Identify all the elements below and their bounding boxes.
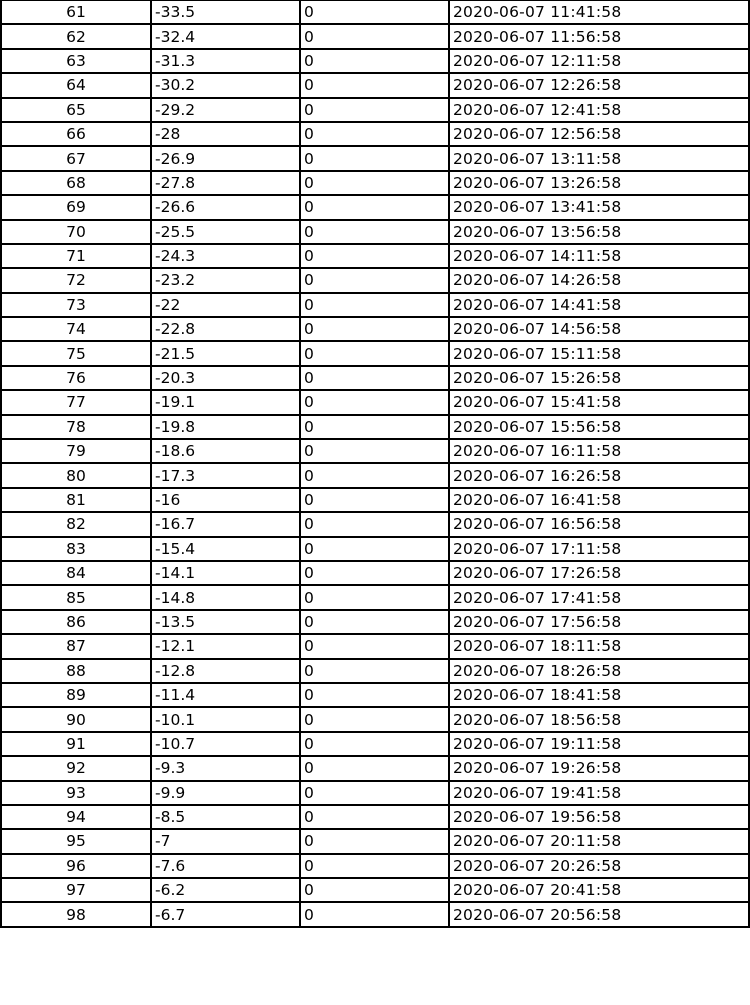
row-index-cell: 66 — [1, 122, 151, 146]
flag-cell: 0 — [300, 268, 449, 292]
flag-cell: 0 — [300, 512, 449, 536]
timestamp-cell: 2020-06-07 20:56:58 — [449, 902, 749, 926]
row-index-cell: 75 — [1, 341, 151, 365]
table-row — [1, 585, 749, 609]
value-cell: -32.4 — [151, 24, 300, 48]
value-cell: -10.7 — [151, 732, 300, 756]
timestamp-cell: 2020-06-07 14:41:58 — [449, 293, 749, 317]
table-row — [1, 317, 749, 341]
flag-cell: 0 — [300, 439, 449, 463]
value-cell: -7.6 — [151, 854, 300, 878]
flag-cell: 0 — [300, 634, 449, 658]
table-row — [1, 220, 749, 244]
table-body — [1, 1, 749, 927]
table-row — [1, 756, 749, 780]
value-cell: -9.3 — [151, 756, 300, 780]
flag-cell: 0 — [300, 122, 449, 146]
row-index-cell: 93 — [1, 781, 151, 805]
row-index-cell: 64 — [1, 73, 151, 97]
table-row — [1, 73, 749, 97]
value-cell: -31.3 — [151, 49, 300, 73]
value-cell: -20.3 — [151, 366, 300, 390]
value-cell: -22 — [151, 293, 300, 317]
row-index-cell: 71 — [1, 244, 151, 268]
flag-cell: 0 — [300, 829, 449, 853]
table-row — [1, 561, 749, 585]
row-index-cell: 95 — [1, 829, 151, 853]
value-cell: -7 — [151, 829, 300, 853]
value-cell: -23.2 — [151, 268, 300, 292]
row-index-cell: 87 — [1, 634, 151, 658]
row-index-cell: 94 — [1, 805, 151, 829]
table-row — [1, 805, 749, 829]
table-row — [1, 439, 749, 463]
table-row — [1, 415, 749, 439]
value-cell: -13.5 — [151, 610, 300, 634]
row-index-cell: 61 — [1, 1, 151, 25]
value-cell: -18.6 — [151, 439, 300, 463]
value-cell: -19.1 — [151, 390, 300, 414]
row-index-cell: 80 — [1, 463, 151, 487]
timestamp-cell: 2020-06-07 17:26:58 — [449, 561, 749, 585]
flag-cell: 0 — [300, 878, 449, 902]
timestamp-cell: 2020-06-07 18:56:58 — [449, 707, 749, 731]
table-row — [1, 98, 749, 122]
flag-cell: 0 — [300, 537, 449, 561]
table-row — [1, 49, 749, 73]
table-row — [1, 463, 749, 487]
timestamp-cell: 2020-06-07 18:26:58 — [449, 659, 749, 683]
value-cell: -14.1 — [151, 561, 300, 585]
row-index-cell: 77 — [1, 390, 151, 414]
value-cell: -10.1 — [151, 707, 300, 731]
timestamp-cell: 2020-06-07 20:41:58 — [449, 878, 749, 902]
table-row — [1, 829, 749, 853]
flag-cell: 0 — [300, 561, 449, 585]
value-cell: -21.5 — [151, 341, 300, 365]
timestamp-cell: 2020-06-07 15:26:58 — [449, 366, 749, 390]
flag-cell: 0 — [300, 902, 449, 926]
table-row — [1, 122, 749, 146]
row-index-cell: 81 — [1, 488, 151, 512]
flag-cell: 0 — [300, 585, 449, 609]
flag-cell: 0 — [300, 659, 449, 683]
value-cell: -14.8 — [151, 585, 300, 609]
timestamp-cell: 2020-06-07 20:26:58 — [449, 854, 749, 878]
flag-cell: 0 — [300, 781, 449, 805]
flag-cell: 0 — [300, 341, 449, 365]
value-cell: -29.2 — [151, 98, 300, 122]
timestamp-cell: 2020-06-07 13:41:58 — [449, 195, 749, 219]
table-row — [1, 244, 749, 268]
timestamp-cell: 2020-06-07 19:26:58 — [449, 756, 749, 780]
row-index-cell: 79 — [1, 439, 151, 463]
timestamp-cell: 2020-06-07 16:11:58 — [449, 439, 749, 463]
timestamp-cell: 2020-06-07 13:26:58 — [449, 171, 749, 195]
table-row — [1, 366, 749, 390]
timestamp-cell: 2020-06-07 17:41:58 — [449, 585, 749, 609]
flag-cell: 0 — [300, 683, 449, 707]
value-cell: -27.8 — [151, 171, 300, 195]
row-index-cell: 85 — [1, 585, 151, 609]
timestamp-cell: 2020-06-07 14:26:58 — [449, 268, 749, 292]
table-row — [1, 854, 749, 878]
row-index-cell: 89 — [1, 683, 151, 707]
flag-cell: 0 — [300, 195, 449, 219]
value-cell: -15.4 — [151, 537, 300, 561]
table-row — [1, 683, 749, 707]
timestamp-cell: 2020-06-07 16:56:58 — [449, 512, 749, 536]
flag-cell: 0 — [300, 415, 449, 439]
flag-cell: 0 — [300, 171, 449, 195]
timestamp-cell: 2020-06-07 15:41:58 — [449, 390, 749, 414]
flag-cell: 0 — [300, 756, 449, 780]
table-row — [1, 171, 749, 195]
row-index-cell: 82 — [1, 512, 151, 536]
timestamp-cell: 2020-06-07 14:11:58 — [449, 244, 749, 268]
timestamp-cell: 2020-06-07 12:11:58 — [449, 49, 749, 73]
timestamp-cell: 2020-06-07 11:56:58 — [449, 24, 749, 48]
value-cell: -9.9 — [151, 781, 300, 805]
timestamp-cell: 2020-06-07 13:11:58 — [449, 146, 749, 170]
timestamp-cell: 2020-06-07 12:56:58 — [449, 122, 749, 146]
table-row — [1, 732, 749, 756]
flag-cell: 0 — [300, 293, 449, 317]
flag-cell: 0 — [300, 73, 449, 97]
row-index-cell: 83 — [1, 537, 151, 561]
value-cell: -17.3 — [151, 463, 300, 487]
timestamp-cell: 2020-06-07 19:41:58 — [449, 781, 749, 805]
flag-cell: 0 — [300, 463, 449, 487]
timestamp-cell: 2020-06-07 16:41:58 — [449, 488, 749, 512]
value-cell: -12.1 — [151, 634, 300, 658]
flag-cell: 0 — [300, 317, 449, 341]
row-index-cell: 86 — [1, 610, 151, 634]
table-row — [1, 146, 749, 170]
table-row — [1, 781, 749, 805]
value-cell: -33.5 — [151, 1, 300, 25]
timestamp-cell: 2020-06-07 20:11:58 — [449, 829, 749, 853]
table-row — [1, 537, 749, 561]
timestamp-cell: 2020-06-07 18:41:58 — [449, 683, 749, 707]
value-cell: -12.8 — [151, 659, 300, 683]
row-index-cell: 97 — [1, 878, 151, 902]
flag-cell: 0 — [300, 805, 449, 829]
timestamp-cell: 2020-06-07 12:26:58 — [449, 73, 749, 97]
flag-cell: 0 — [300, 854, 449, 878]
value-cell: -19.8 — [151, 415, 300, 439]
flag-cell: 0 — [300, 1, 449, 25]
flag-cell: 0 — [300, 220, 449, 244]
value-cell: -11.4 — [151, 683, 300, 707]
flag-cell: 0 — [300, 707, 449, 731]
timestamp-cell: 2020-06-07 18:11:58 — [449, 634, 749, 658]
flag-cell: 0 — [300, 24, 449, 48]
timestamp-cell: 2020-06-07 19:56:58 — [449, 805, 749, 829]
flag-cell: 0 — [300, 390, 449, 414]
timestamp-cell: 2020-06-07 11:41:58 — [449, 1, 749, 25]
timestamp-cell: 2020-06-07 17:11:58 — [449, 537, 749, 561]
timestamp-cell: 2020-06-07 16:26:58 — [449, 463, 749, 487]
row-index-cell: 62 — [1, 24, 151, 48]
timestamp-cell: 2020-06-07 15:11:58 — [449, 341, 749, 365]
table-row — [1, 902, 749, 926]
row-index-cell: 74 — [1, 317, 151, 341]
timestamp-cell: 2020-06-07 14:56:58 — [449, 317, 749, 341]
row-index-cell: 92 — [1, 756, 151, 780]
value-cell: -6.2 — [151, 878, 300, 902]
value-cell: -16 — [151, 488, 300, 512]
timestamp-cell: 2020-06-07 17:56:58 — [449, 610, 749, 634]
row-index-cell: 73 — [1, 293, 151, 317]
value-cell: -24.3 — [151, 244, 300, 268]
row-index-cell: 69 — [1, 195, 151, 219]
row-index-cell: 72 — [1, 268, 151, 292]
table-row — [1, 634, 749, 658]
row-index-cell: 98 — [1, 902, 151, 926]
row-index-cell: 91 — [1, 732, 151, 756]
table-row — [1, 878, 749, 902]
flag-cell: 0 — [300, 146, 449, 170]
flag-cell: 0 — [300, 366, 449, 390]
row-index-cell: 76 — [1, 366, 151, 390]
table-row — [1, 268, 749, 292]
row-index-cell: 63 — [1, 49, 151, 73]
row-index-cell: 67 — [1, 146, 151, 170]
timestamp-cell: 2020-06-07 13:56:58 — [449, 220, 749, 244]
table-row — [1, 195, 749, 219]
row-index-cell: 84 — [1, 561, 151, 585]
value-cell: -28 — [151, 122, 300, 146]
table-row — [1, 293, 749, 317]
value-cell: -26.6 — [151, 195, 300, 219]
row-index-cell: 65 — [1, 98, 151, 122]
row-index-cell: 88 — [1, 659, 151, 683]
table-row — [1, 488, 749, 512]
table-row — [1, 610, 749, 634]
timestamp-cell: 2020-06-07 15:56:58 — [449, 415, 749, 439]
row-index-cell: 96 — [1, 854, 151, 878]
table-row — [1, 390, 749, 414]
row-index-cell: 68 — [1, 171, 151, 195]
value-cell: -25.5 — [151, 220, 300, 244]
table-row — [1, 659, 749, 683]
value-cell: -8.5 — [151, 805, 300, 829]
flag-cell: 0 — [300, 488, 449, 512]
timestamp-cell: 2020-06-07 12:41:58 — [449, 98, 749, 122]
table-row — [1, 1, 749, 25]
table-row — [1, 707, 749, 731]
row-index-cell: 78 — [1, 415, 151, 439]
row-index-cell: 70 — [1, 220, 151, 244]
value-cell: -16.7 — [151, 512, 300, 536]
value-cell: -6.7 — [151, 902, 300, 926]
table-row — [1, 24, 749, 48]
row-index-cell: 90 — [1, 707, 151, 731]
timestamp-cell: 2020-06-07 19:11:58 — [449, 732, 749, 756]
table-row — [1, 512, 749, 536]
flag-cell: 0 — [300, 244, 449, 268]
value-cell: -30.2 — [151, 73, 300, 97]
flag-cell: 0 — [300, 610, 449, 634]
flag-cell: 0 — [300, 98, 449, 122]
flag-cell: 0 — [300, 49, 449, 73]
value-cell: -26.9 — [151, 146, 300, 170]
value-cell: -22.8 — [151, 317, 300, 341]
table-row — [1, 341, 749, 365]
flag-cell: 0 — [300, 732, 449, 756]
